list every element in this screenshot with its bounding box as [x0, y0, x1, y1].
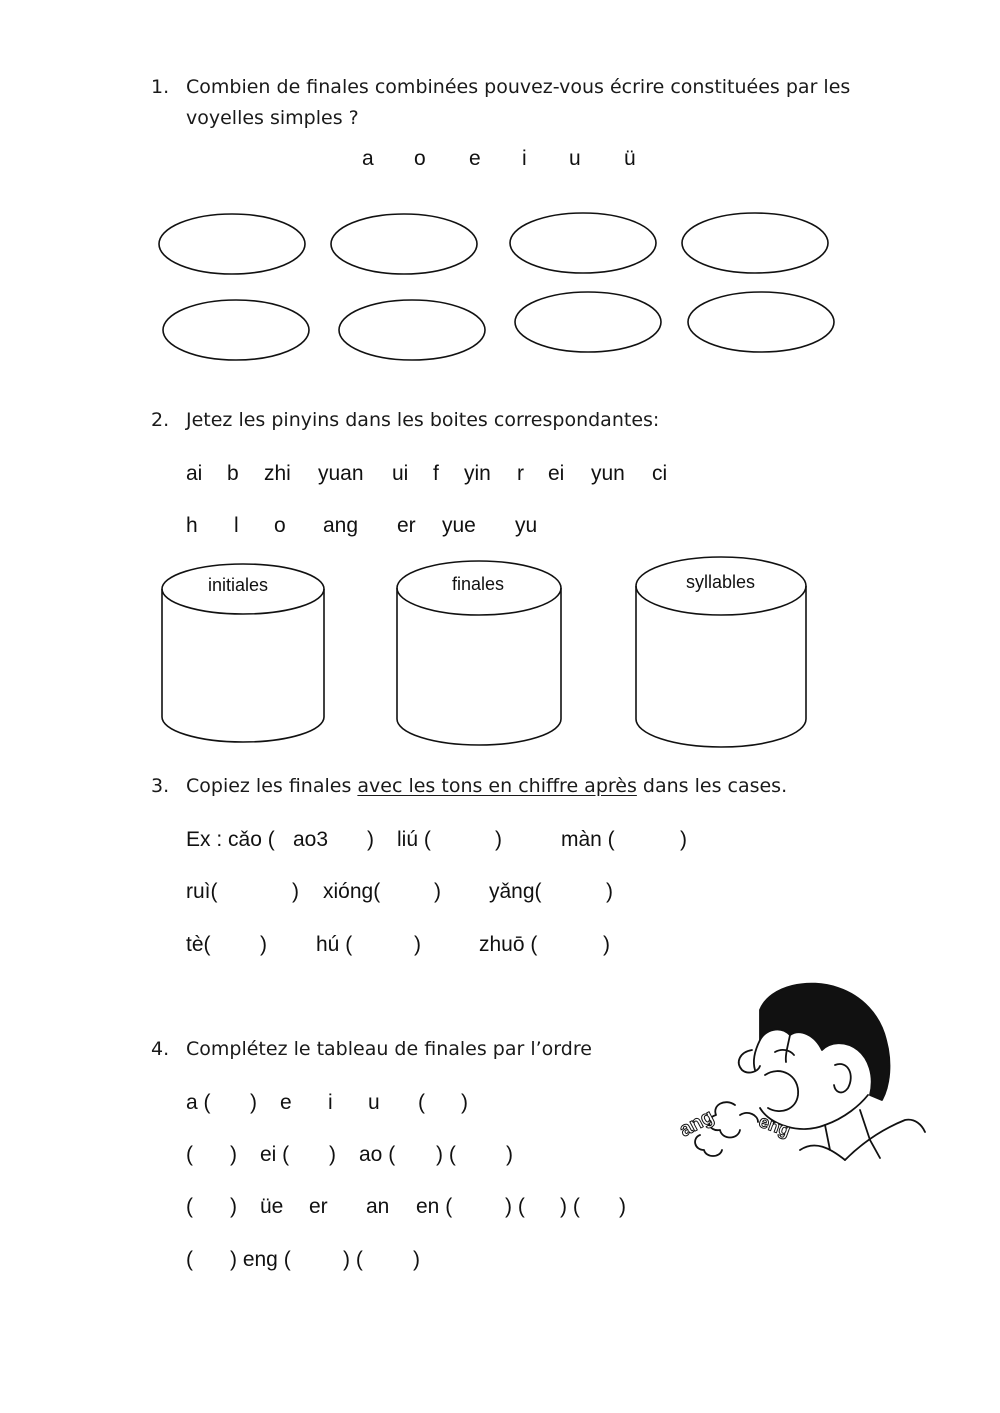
- answer-ellipse[interactable]: [688, 292, 834, 352]
- pinyin-chip[interactable]: ai: [186, 462, 203, 485]
- tone-item-word: ruì(: [186, 880, 218, 903]
- finale-token: (: [186, 1143, 193, 1166]
- box-label-syllables: syllables: [686, 572, 756, 592]
- tone-item-close: ): [292, 880, 299, 903]
- pinyin-chip[interactable]: yun: [591, 462, 625, 485]
- finale-token: (: [186, 1248, 193, 1271]
- question-3-text: Copiez les finales avec les tons en chiffre après dans les cases.: [186, 775, 788, 797]
- tone-item-close: ): [414, 933, 421, 956]
- question-2-text: Jetez les pinyins dans les boites correspondantes:: [186, 409, 660, 431]
- answer-ellipse[interactable]: [510, 213, 656, 273]
- box-label-finales: finales: [452, 574, 505, 594]
- finale-token: a (: [186, 1091, 211, 1114]
- tone-answer-box[interactable]: [440, 828, 490, 852]
- finale-token: ): [230, 1195, 237, 1218]
- answer-ellipse[interactable]: [331, 214, 477, 274]
- question-1-text-line2: voyelles simples ?: [186, 107, 359, 129]
- vowel-u: u: [569, 147, 581, 170]
- tone-item-close: ): [260, 933, 267, 956]
- finale-token: er: [309, 1195, 328, 1218]
- answer-ellipse[interactable]: [163, 300, 309, 360]
- finale-token: i: [328, 1091, 333, 1114]
- tone-item-word: liú (: [397, 828, 431, 851]
- illustration-label-ang: ang: [675, 1105, 718, 1142]
- question-2-number: 2.: [151, 409, 170, 431]
- tone-answer-box[interactable]: [220, 933, 256, 957]
- answer-ellipse[interactable]: [515, 292, 661, 352]
- pinyin-chip[interactable]: zhi: [264, 462, 291, 485]
- finale-token: ): [413, 1248, 420, 1271]
- question-1-text-line1: Combien de finales combinées pouvez-vous écrire constituées par les: [186, 76, 851, 98]
- finale-token: ): [329, 1143, 336, 1166]
- tone-item-word: zhuō (: [479, 933, 538, 956]
- finale-token: u: [368, 1091, 380, 1114]
- finale-token: e: [280, 1091, 292, 1114]
- pinyin-chip[interactable]: f: [433, 462, 439, 485]
- vowel-i: i: [522, 147, 527, 170]
- finale-token: ) (: [560, 1195, 580, 1218]
- pinyin-chip[interactable]: o: [274, 514, 286, 537]
- vowel-u-umlaut: ü: [624, 147, 636, 170]
- tone-item-word: màn (: [561, 828, 615, 851]
- finale-token: ) (: [505, 1195, 525, 1218]
- finale-token: an: [366, 1195, 390, 1218]
- finale-token: (: [418, 1091, 425, 1114]
- vowel-o: o: [414, 147, 426, 170]
- finale-token: üe: [260, 1195, 284, 1218]
- tone-answer-box[interactable]: [625, 828, 675, 852]
- tone-item-close: ): [680, 828, 687, 851]
- tone-item-word: hú (: [316, 933, 353, 956]
- question-4-text: Complétez le tableau de finales par l’ordre: [186, 1038, 592, 1060]
- tone-answer-box[interactable]: [362, 933, 410, 957]
- finale-token: ) (: [343, 1248, 363, 1271]
- tone-answer-box[interactable]: [392, 880, 430, 904]
- tone-answer-box[interactable]: [230, 880, 285, 904]
- pinyin-chip[interactable]: yuan: [318, 462, 364, 485]
- pinyin-chip[interactable]: l: [234, 514, 239, 537]
- blowing-man-illustration: [695, 984, 925, 1160]
- question-3-number: 3.: [151, 775, 170, 797]
- pinyin-chip[interactable]: r: [517, 462, 524, 485]
- tone-item-close: ): [495, 828, 502, 851]
- tone-item-word: Ex : cǎo (: [186, 828, 275, 851]
- tone-item-word: xióng(: [323, 880, 381, 903]
- finale-token: ): [619, 1195, 626, 1218]
- finale-token: ): [461, 1091, 468, 1114]
- tone-item-close: ): [603, 933, 610, 956]
- tone-item-close: ): [367, 828, 374, 851]
- finale-token: en (: [416, 1195, 453, 1218]
- pinyin-chip[interactable]: ei: [548, 462, 565, 485]
- pinyin-chip[interactable]: ci: [652, 462, 668, 485]
- vowel-a: a: [362, 147, 374, 170]
- tone-item-word: yǎng(: [489, 880, 542, 903]
- tone-answer-box[interactable]: [553, 880, 603, 904]
- tone-item-close: ): [434, 880, 441, 903]
- illustration-label-eng: eng: [756, 1110, 794, 1141]
- finale-token: ) (: [436, 1143, 456, 1166]
- tone-answer-box[interactable]: [549, 933, 599, 957]
- question-1-number: 1.: [151, 76, 170, 98]
- answer-ellipse[interactable]: [159, 214, 305, 274]
- answer-ellipse[interactable]: [682, 213, 828, 273]
- pinyin-chip[interactable]: yu: [515, 514, 538, 537]
- finale-token: ao (: [359, 1143, 396, 1166]
- tone-answer-example: ao3: [293, 828, 329, 851]
- box-label-initiales: initiales: [208, 575, 269, 595]
- pinyin-chip[interactable]: h: [186, 514, 198, 537]
- answer-ellipse[interactable]: [339, 300, 485, 360]
- pinyin-chip[interactable]: er: [397, 514, 416, 537]
- finale-token: ei (: [260, 1143, 290, 1166]
- question-4-number: 4.: [151, 1038, 170, 1060]
- tone-item-word: tè(: [186, 933, 211, 956]
- finale-token: ): [506, 1143, 513, 1166]
- finale-token: ) eng (: [230, 1248, 291, 1271]
- pinyin-chip[interactable]: b: [227, 462, 239, 485]
- finale-token: (: [186, 1195, 193, 1218]
- pinyin-chip[interactable]: yue: [442, 514, 476, 537]
- pinyin-chip[interactable]: ang: [323, 514, 359, 537]
- pinyin-chip[interactable]: yin: [464, 462, 491, 485]
- vowel-e: e: [469, 147, 481, 170]
- finale-token: ): [230, 1143, 237, 1166]
- question-3-underlined: avec les tons en chiffre après: [357, 775, 637, 797]
- pinyin-chip[interactable]: ui: [392, 462, 409, 485]
- finale-token: ): [250, 1091, 257, 1114]
- tone-item-close: ): [606, 880, 613, 903]
